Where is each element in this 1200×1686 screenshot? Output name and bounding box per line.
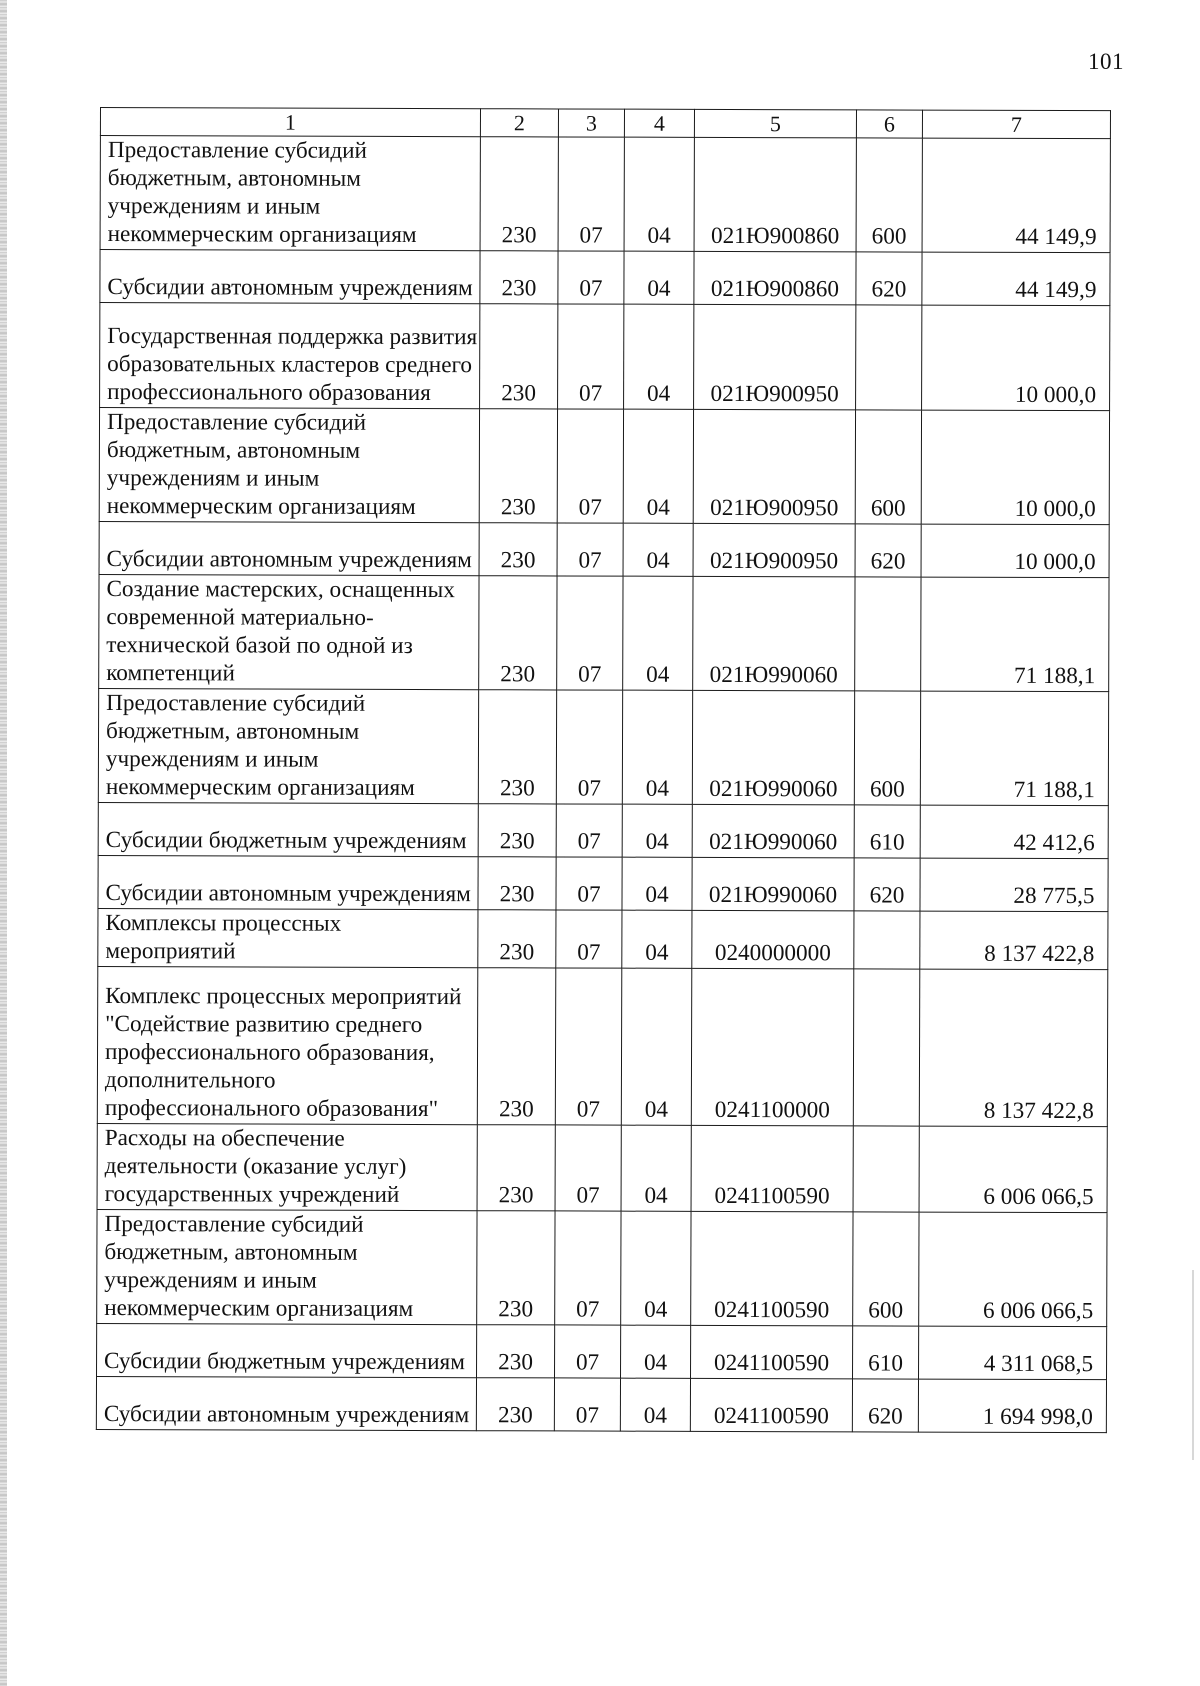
amount: 4 311 068,5 <box>919 1326 1107 1380</box>
amount: 1 694 998,0 <box>918 1379 1106 1433</box>
expense-type-code: 610 <box>854 805 920 858</box>
section-code: 07 <box>557 523 623 576</box>
ministry-code: 230 <box>477 1125 555 1211</box>
expense-item-name: Предоставление субсидий бюджетным, автономным учреждениям и иным некоммерческим организациям <box>98 688 478 803</box>
ministry-code: 230 <box>479 523 557 576</box>
section-code: 07 <box>558 137 624 251</box>
amount: 71 188,1 <box>920 691 1108 806</box>
subsection-code: 04 <box>621 968 691 1125</box>
target-item-code: 021Ю900950 <box>694 304 856 410</box>
table-row <box>98 688 1108 805</box>
table-row <box>97 1123 1107 1212</box>
section-code: 07 <box>558 251 624 304</box>
column-header: 3 <box>558 109 624 137</box>
expense-item-name: Предоставление субсидий бюджетным, автономным учреждениям и иным некоммерческим организациям <box>99 408 479 523</box>
target-item-code: 021Ю900860 <box>694 251 856 305</box>
expense-type-code: 620 <box>852 1379 918 1432</box>
amount: 6 006 066,5 <box>919 1212 1107 1327</box>
subsection-code: 04 <box>623 523 693 576</box>
ministry-code: 230 <box>480 137 558 251</box>
table-body <box>96 136 1110 1433</box>
amount: 6 006 066,5 <box>919 1126 1107 1213</box>
target-item-code: 0241100590 <box>691 1325 853 1379</box>
amount: 8 137 422,8 <box>919 969 1107 1127</box>
expense-item-name: Предоставление субсидий бюджетным, автономным учреждениям и иным некоммерческим организациям <box>100 136 480 251</box>
section-code: 07 <box>557 409 623 523</box>
ministry-code: 230 <box>480 304 558 409</box>
target-item-code: 021Ю900950 <box>693 523 855 577</box>
subsection-code: 04 <box>624 304 694 409</box>
expense-type-code: 620 <box>855 524 921 577</box>
section-code: 07 <box>556 804 622 857</box>
ministry-code: 230 <box>477 968 555 1125</box>
column-header: 5 <box>694 109 856 138</box>
expense-item-name: Комплекс процессных мероприятий "Содействие развитию среднего профессионального образования, дополнительного профессионального образования" <box>97 966 477 1124</box>
target-item-code: 0241100590 <box>690 1378 852 1432</box>
expense-item-name: Создание мастерских, оснащенных современной материально-технической базой по одной из компетенций <box>99 574 479 689</box>
subsection-code: 04 <box>623 576 693 690</box>
table-row <box>100 136 1110 253</box>
expense-type-code <box>853 1126 919 1212</box>
subsection-code: 04 <box>621 1125 691 1211</box>
table-row <box>97 1209 1107 1326</box>
table-row <box>99 408 1109 525</box>
table-row <box>97 1323 1107 1379</box>
section-code: 07 <box>554 1378 620 1431</box>
expense-item-name: Государственная поддержка развития образовательных кластеров среднего профессионального образования <box>100 303 480 409</box>
column-header: 4 <box>624 109 694 137</box>
expense-item-name: Субсидии автономным учреждениям <box>99 521 479 575</box>
ministry-code: 230 <box>476 1378 554 1431</box>
expense-item-name: Предоставление субсидий бюджетным, автономным учреждениям и иным некоммерческим организациям <box>97 1209 477 1324</box>
expense-item-name: Субсидии бюджетным учреждениям <box>98 802 478 856</box>
section-code: 07 <box>555 968 621 1125</box>
ministry-code: 230 <box>478 857 556 910</box>
page-number: 101 <box>1088 49 1124 74</box>
ministry-code: 230 <box>479 576 557 690</box>
section-code: 07 <box>557 576 623 690</box>
subsection-code: 04 <box>624 251 694 304</box>
target-item-code: 0241100000 <box>691 968 853 1126</box>
subsection-code: 04 <box>623 409 693 523</box>
section-code: 07 <box>556 690 622 804</box>
subsection-code: 04 <box>622 690 692 804</box>
expense-type-code: 600 <box>854 691 920 805</box>
column-header: 6 <box>856 110 922 138</box>
column-header: 2 <box>480 109 558 137</box>
subsection-code: 04 <box>624 137 694 251</box>
amount: 8 137 422,8 <box>920 911 1108 970</box>
scan-edge-artifact <box>0 0 7 1686</box>
target-item-code: 021Ю900860 <box>694 137 856 252</box>
table-row <box>99 574 1109 691</box>
amount: 71 188,1 <box>921 577 1109 692</box>
scan-edge-artifact-right <box>1192 1270 1194 1460</box>
expense-type-code <box>855 577 921 691</box>
expense-item-name: Субсидии автономным учреждениям <box>96 1376 476 1430</box>
table-row <box>96 1376 1106 1432</box>
target-item-code: 021Ю990060 <box>692 857 854 911</box>
subsection-code: 04 <box>620 1378 690 1431</box>
table-row <box>98 908 1108 969</box>
ministry-code: 230 <box>478 804 556 857</box>
ministry-code: 230 <box>477 1211 555 1325</box>
ministry-code: 230 <box>478 690 556 804</box>
expense-type-code <box>853 969 919 1126</box>
ministry-code: 230 <box>480 251 558 304</box>
expense-item-name: Расходы на обеспечение деятельности (оказание услуг) государственных учреждений <box>97 1123 477 1210</box>
target-item-code: 021Ю900950 <box>693 409 855 524</box>
column-number-row <box>100 108 1110 139</box>
target-item-code: 0241100590 <box>691 1125 853 1212</box>
expense-type-code <box>856 305 922 410</box>
target-item-code: 021Ю990060 <box>692 690 854 805</box>
section-code: 07 <box>555 1125 621 1211</box>
expense-item-name: Субсидии бюджетным учреждениям <box>97 1323 477 1377</box>
subsection-code: 04 <box>622 910 692 968</box>
expense-item-name: Субсидии автономным учреждениям <box>100 250 480 304</box>
column-header: 1 <box>100 108 480 137</box>
target-item-code: 021Ю990060 <box>692 804 854 858</box>
subsection-code: 04 <box>622 857 692 910</box>
table-row <box>99 521 1109 577</box>
section-code: 07 <box>558 304 624 409</box>
amount: 10 000,0 <box>921 410 1109 525</box>
table-row <box>98 802 1108 858</box>
amount: 44 149,9 <box>922 138 1110 253</box>
section-code: 07 <box>555 1211 621 1325</box>
expense-item-name: Комплексы процессных мероприятий <box>98 908 478 967</box>
target-item-code: 0240000000 <box>692 910 854 969</box>
table-row <box>100 303 1110 411</box>
expense-type-code: 610 <box>853 1326 919 1379</box>
target-item-code: 021Ю990060 <box>693 576 855 691</box>
subsection-code: 04 <box>621 1211 691 1325</box>
amount: 10 000,0 <box>922 305 1110 411</box>
expense-type-code: 620 <box>856 252 922 305</box>
expense-type-code <box>854 911 920 969</box>
amount: 42 412,6 <box>920 805 1108 859</box>
budget-table <box>96 107 1111 1433</box>
ministry-code: 230 <box>477 1325 555 1378</box>
expense-item-name: Субсидии автономным учреждениям <box>98 855 478 909</box>
amount: 28 775,5 <box>920 858 1108 912</box>
expense-type-code: 600 <box>856 138 922 252</box>
target-item-code: 0241100590 <box>691 1211 853 1326</box>
amount: 10 000,0 <box>921 524 1109 578</box>
ministry-code: 230 <box>478 910 556 968</box>
table-row <box>98 855 1108 911</box>
expense-type-code: 600 <box>853 1212 919 1326</box>
subsection-code: 04 <box>621 1325 691 1378</box>
amount: 44 149,9 <box>922 252 1110 306</box>
expense-type-code: 620 <box>854 858 920 911</box>
section-code: 07 <box>555 1325 621 1378</box>
subsection-code: 04 <box>622 804 692 857</box>
column-header: 7 <box>922 110 1110 139</box>
expense-type-code: 600 <box>855 410 921 524</box>
ministry-code: 230 <box>479 409 557 523</box>
table-row <box>97 966 1107 1126</box>
table-row <box>100 250 1110 306</box>
section-code: 07 <box>556 910 622 968</box>
section-code: 07 <box>556 857 622 910</box>
